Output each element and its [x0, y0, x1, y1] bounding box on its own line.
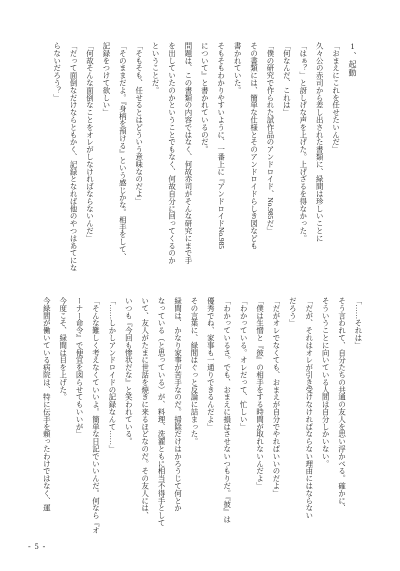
text-line: を出していたのかということでもなく、何故自分に回ってくるのか	[167, 42, 177, 264]
upper-text-block	[48, 42, 360, 282]
text-line: ーナー命令』で便宜を図らせてもいいが」	[75, 297, 85, 438]
text-line: 「何故そんな面倒なことをオレがしなければならないんだ」	[85, 42, 95, 242]
text-line: 「僕は生憎と『彼』の相手をする時間が取れないんだよ」	[255, 297, 265, 490]
text-line: 「そもそも、任せるとはどういう意味なのだよ」	[134, 42, 144, 205]
text-line: そういうことに向いている人間は自分しかいない。	[321, 297, 331, 468]
text-line: 今度こそ、緑間は目を上げた。	[58, 297, 68, 401]
text-line: 「そんな難しく考えなくていいよ。簡単な日記でいいんだ。何なら『オ	[91, 297, 101, 534]
text-line: 久々公の赤司から差し出された書類に、緑間は珍しいことに	[315, 42, 325, 242]
text-line: 「……それは」	[354, 297, 363, 349]
text-line: いて、友人がたまに世話を焼きに来るほどなのだ。その友人には、	[140, 297, 150, 519]
text-line: そう言われて、自分たちの共通の友人を思い浮かべる。確かに、	[337, 297, 347, 512]
text-line: 「はぁ？」と訝しげな声を上げた。上げざるを得なかった。	[298, 42, 308, 242]
text-line: なっている（と思っている）が、料理、洗濯ともに相当不得手として	[157, 297, 167, 527]
text-line: いつも『今回も惨状だな』と笑われている。	[124, 297, 134, 445]
text-line: 緑間は、かなり家事が苦手なのだ。掃除だけはかろうじて何とか	[173, 297, 183, 512]
text-line: 優秀でね、家事も一通りできるんだよ」	[206, 297, 216, 431]
text-line: 「わかっている。オレだって、忙しい」	[239, 297, 249, 431]
text-line: 「だって面倒なだけならともかく、記録となれば他のやつはあてにな	[69, 42, 79, 272]
text-line: そもそもわかりやすいように、一番上に『アンドロイドNo.985	[216, 42, 226, 249]
text-line: その書類には、簡単な仕様とそのアンドロイドらしき図なども	[249, 42, 259, 250]
text-line: らないだろう？」	[52, 42, 62, 102]
lower-text-block	[38, 297, 366, 537]
text-line: 書かれていた。	[233, 42, 243, 94]
text-line: その言葉に、緑間はぐっと反論に詰まった。	[189, 297, 199, 445]
text-line: 問題は、この書類の内容ではなく、何故赤司がそんな研究にまで手	[183, 42, 193, 264]
text-line: だろう」	[288, 297, 298, 327]
text-line: 記録をつけて欲しい」	[101, 42, 111, 116]
text-line: 「……しかしアンドロイドの記録なんて……」	[107, 297, 117, 453]
chapter-heading: 1、起動	[348, 42, 357, 77]
text-line: ということだ。	[151, 42, 161, 94]
text-line: 「だが、それはオレが引き受けなければならない理由にはならない	[304, 297, 314, 519]
page-number: - 5 -	[28, 542, 47, 551]
text-line: 「おまえにこれを任せたいんだ」	[331, 42, 341, 153]
text-line: 「わかっているさ。でも、おまえに損はさせないつもりだ。『彼』は	[222, 297, 232, 523]
text-line: 「何なんだ、これは」	[282, 42, 292, 116]
text-line: について』と書かれているのだ。	[200, 42, 210, 153]
text-line: 「だがオレでなくても、おまえが自分でやればいいのだよ」	[271, 297, 281, 497]
text-line: 「僕の研究で作られた試作品のアンドロイド、No.985だ」	[265, 42, 275, 235]
text-line: 「そのままだよ。『身柄を預ける』という感じかな。相手をして、	[118, 42, 128, 261]
text-line: 今緑間が働いている病院は、特に伝手を頼ったわけではなく、運	[42, 297, 52, 512]
